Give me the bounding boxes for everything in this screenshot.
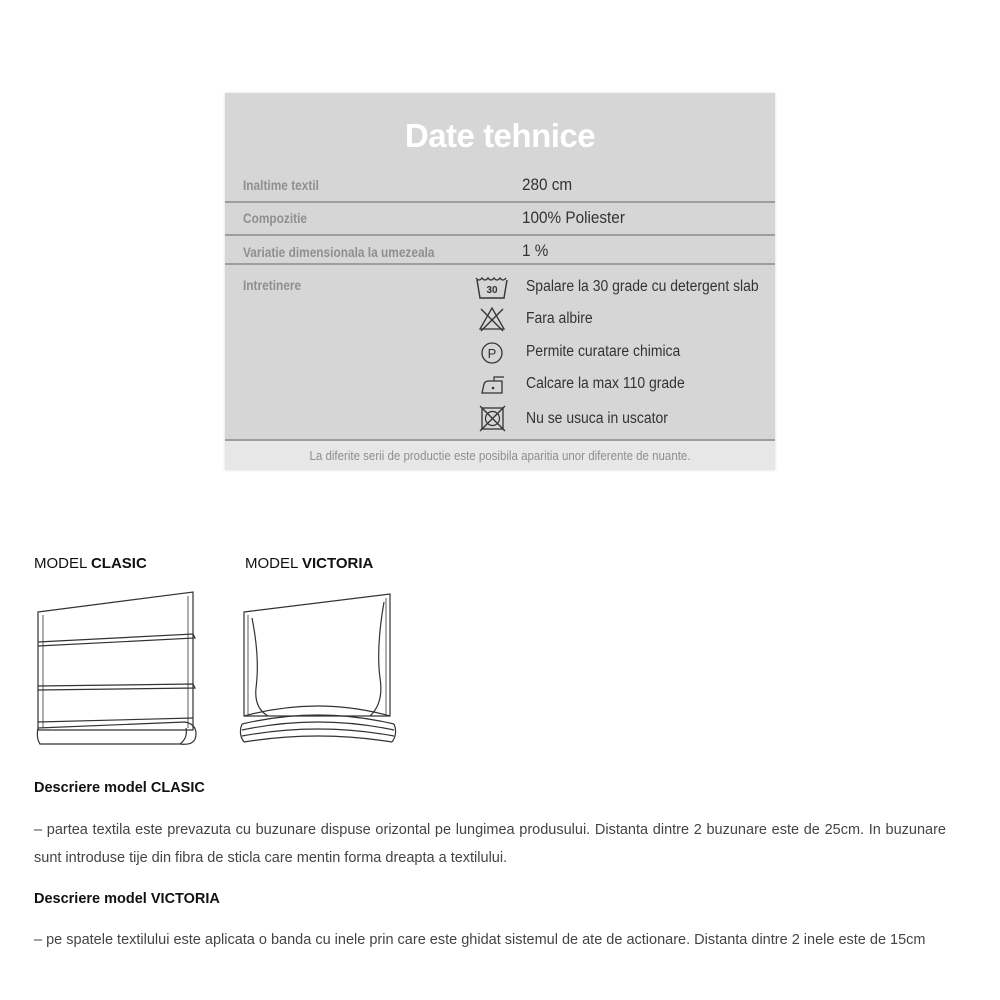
row-label-dimensional-variation: Variatie dimensionala la umezeala [243, 245, 435, 260]
row-separator [225, 234, 775, 236]
row-label-care: Intretinere [243, 278, 302, 293]
description-heading-clasic: Descriere model CLASIC [34, 780, 205, 796]
wash-30-icon [474, 274, 510, 302]
row-separator [225, 263, 775, 265]
row-value-composition: 100% Poliester [522, 208, 625, 227]
care-text-wash: Spalare la 30 grade cu detergent slab [526, 278, 759, 295]
row-label-composition: Compozitie [243, 211, 308, 226]
row-separator [225, 201, 775, 203]
color-variation-footnote: La diferite serii de productie este posibila aparitia unor diferente de nuante. [309, 449, 691, 463]
description-heading-victoria: Descriere model VICTORIA [34, 891, 220, 907]
row-value-dimensional-variation: 1 % [522, 241, 549, 260]
no-bleach-icon [474, 305, 510, 333]
care-text-no-tumble-dry: Nu se usuca in uscator [526, 410, 668, 427]
iron-low-icon [474, 371, 510, 399]
svg-text:P: P [487, 346, 497, 361]
care-text-dry-clean: Permite curatare chimica [526, 343, 681, 360]
model-title-clasic: MODEL CLASIC [34, 555, 147, 572]
technical-data-title: Date tehnice [404, 117, 596, 154]
clasic-shade-illustration [30, 588, 205, 758]
dry-clean-p-icon [474, 339, 510, 367]
description-text-clasic: – partea textila este prevazuta cu buzunare dispuse orizontal pe lungimea produsului. Distanta dintre 2 buzunare este de 25cm. In buzunare sunt introduse tije din fibra de sticla care mentin forma dreapta a textilului. [34, 822, 946, 866]
no-tumble-dry-icon [474, 405, 510, 433]
row-label-height: Inaltime textil [243, 178, 319, 193]
model-title-victoria: MODEL VICTORIA [245, 555, 374, 572]
care-text-no-bleach: Fara albire [526, 310, 593, 327]
care-text-iron: Calcare la max 110 grade [526, 375, 685, 392]
svg-text:30: 30 [486, 285, 498, 296]
row-value-height: 280 cm [522, 175, 573, 194]
victoria-shade-illustration [238, 588, 413, 758]
description-text-victoria: – pe spatele textilului este aplicata o banda cu inele prin care este ghidat sistemul de ate de actionare. Distanta dintre 2 inele este de 15cm [34, 932, 926, 948]
